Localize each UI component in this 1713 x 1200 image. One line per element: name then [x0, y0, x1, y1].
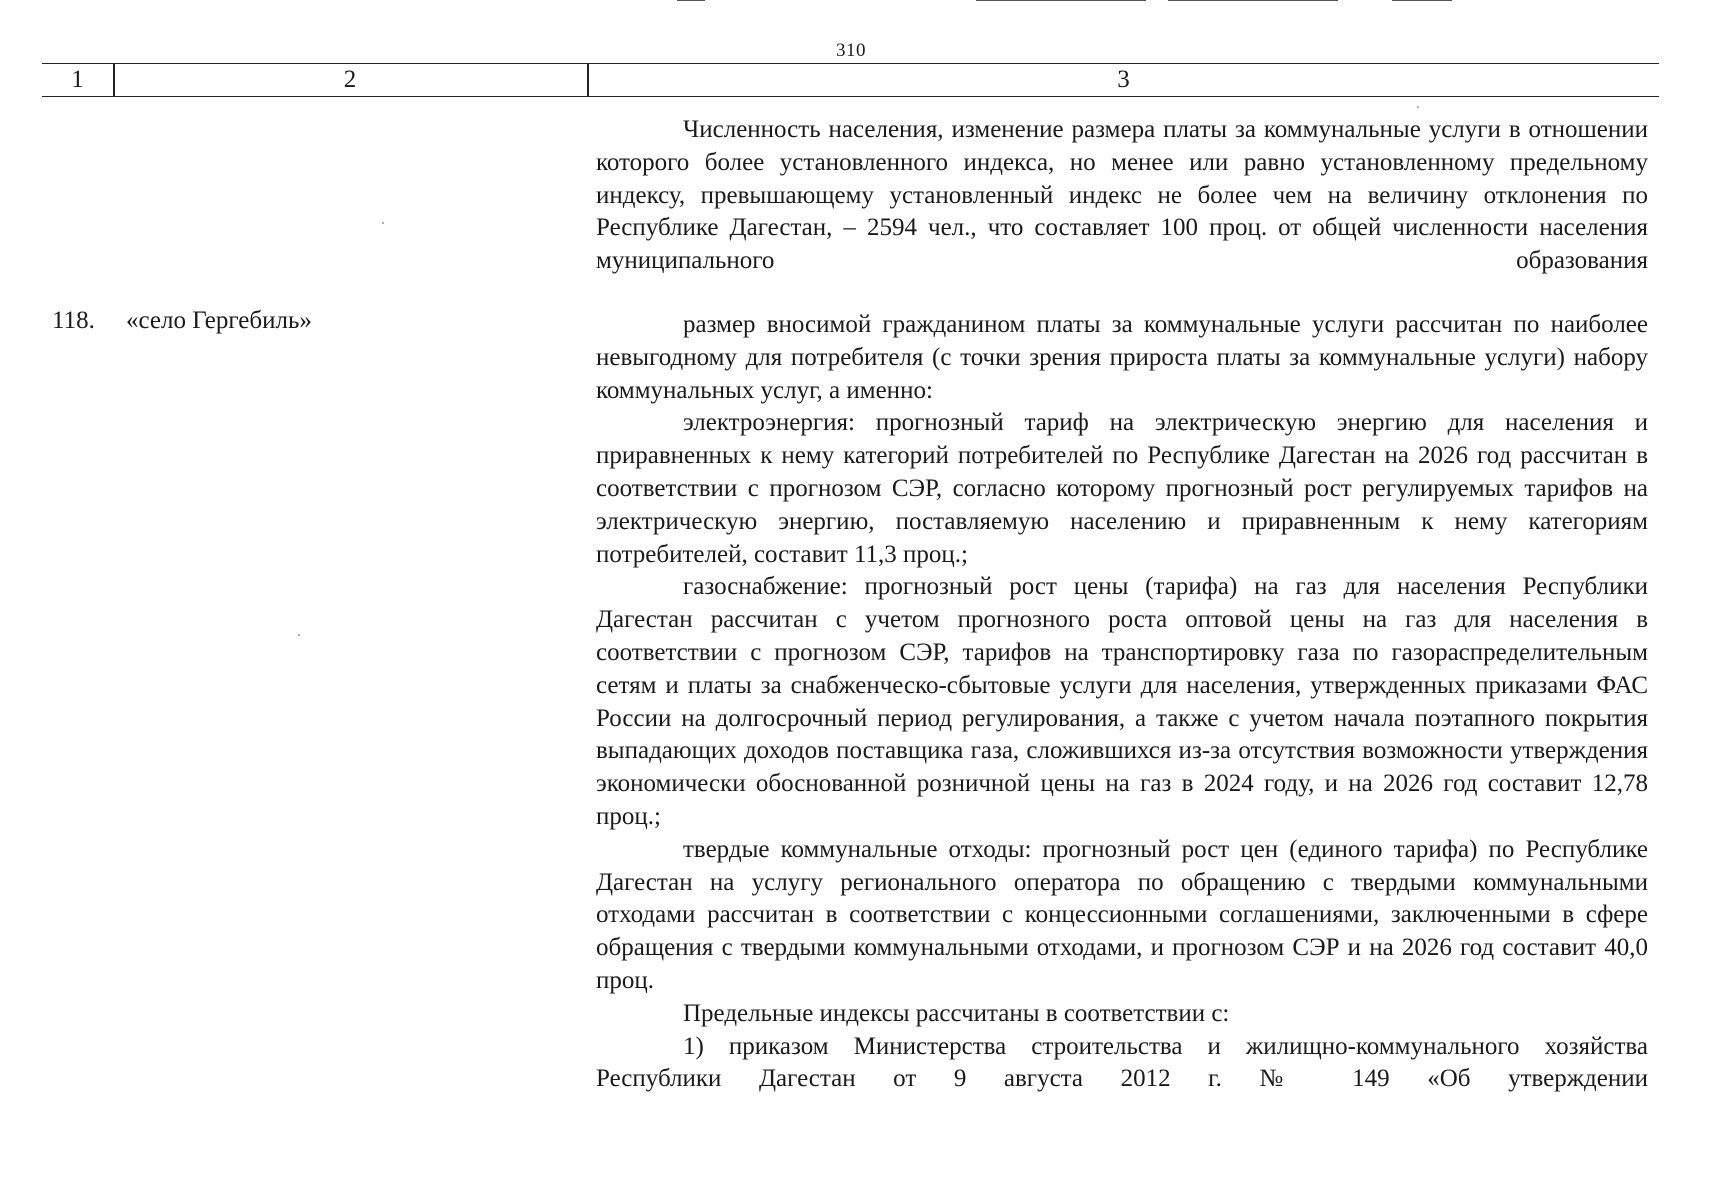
scan-mark	[1392, 0, 1452, 1]
paragraph-indices-basis: Предельные индексы рассчитаны в соответствии с:	[683, 999, 1230, 1027]
scan-speck	[298, 634, 300, 636]
row-description-cell	[596, 309, 1648, 1096]
continuation-cell	[596, 114, 1648, 278]
row-number: 118.	[52, 307, 95, 334]
table-header-row	[42, 63, 1659, 97]
paragraph-order-reference: 1) приказом Министерства строительства и жилищно-коммунального хозяйства Республики Дагестан от 9 августа 2012 г. № 149 «Об утверждении	[596, 1032, 1648, 1093]
municipality-name: «село Гергебиль»	[126, 307, 312, 334]
paragraph-electricity: электроэнергия: прогнозный тариф на электрическую энергию для населения и приравненных к нему категорий потребителей по Республике Дагестан на 2026 год рассчитан в соответствии с прогнозом СЭР, согласно которому прогнозный рост регулируемых тарифов на электрическую энергию, поставляемую населению и приравненным к нему категориям потребителей, составит 11,3 проц.;	[596, 409, 1648, 568]
column-header-1: 1	[71, 66, 84, 93]
paragraph-solid-waste: твердые коммунальные отходы: прогнозный рост цен (единого тарифа) по Республике Дагестан на услугу регионального оператора по обращению с твердыми коммунальными отходами рассчитан в соответствии с концессионными соглашениями, заключенными в сфере обращения с твердыми коммунальными отходами, и прогнозом СЭР и на 2026 год составит 40,0 проц.	[596, 835, 1648, 994]
scan-mark	[677, 0, 705, 1]
scan-mark	[1168, 0, 1338, 1]
paragraph-gas-supply: газоснабжение: прогнозный рост цены (тарифа) на газ для населения Республики Дагестан рассчитан с учетом прогнозного роста оптовой цены на газ для населения в соответствии с прогнозом СЭР, тарифов на транспортировку газа по газораспределительным сетям и платы за снабженческо-сбытовые услуги для населения, утвержденных приказами ФАС России на долгосрочный период регулирования, а также с учетом начала поэтапного покрытия выпадающих доходов поставщика газа, сложившихся из-за отсутствия возможности утверждения экономически обоснованной розничной цены на газ в 2024 году, и на 2026 год составит 12,78 проц.;	[596, 573, 1648, 830]
scan-mark	[976, 0, 1146, 1]
continuation-paragraph: Численность населения, изменение размера платы за коммунальные услуги в отношении которого более установленного индекса, но менее или равно установленному предельному индексу, превышающему установленный индекс не более чем на величину отклонения по Республике Дагестан, – 2594 чел., что составляет 100 проц. от общей численности населения муниципального образования	[596, 116, 1648, 275]
scan-speck	[382, 222, 384, 224]
scan-speck	[1417, 106, 1419, 108]
column-header-2: 2	[343, 66, 357, 93]
column-header-3: 3	[1117, 66, 1130, 93]
page-number: 310	[836, 40, 866, 61]
paragraph-payment-basis: размер вносимой гражданином платы за коммунальные услуги рассчитан по наиболее невыгодному для потребителя (с точки зрения прироста платы за коммунальные услуги) набору коммунальных услуг, а именно:	[596, 311, 1648, 404]
